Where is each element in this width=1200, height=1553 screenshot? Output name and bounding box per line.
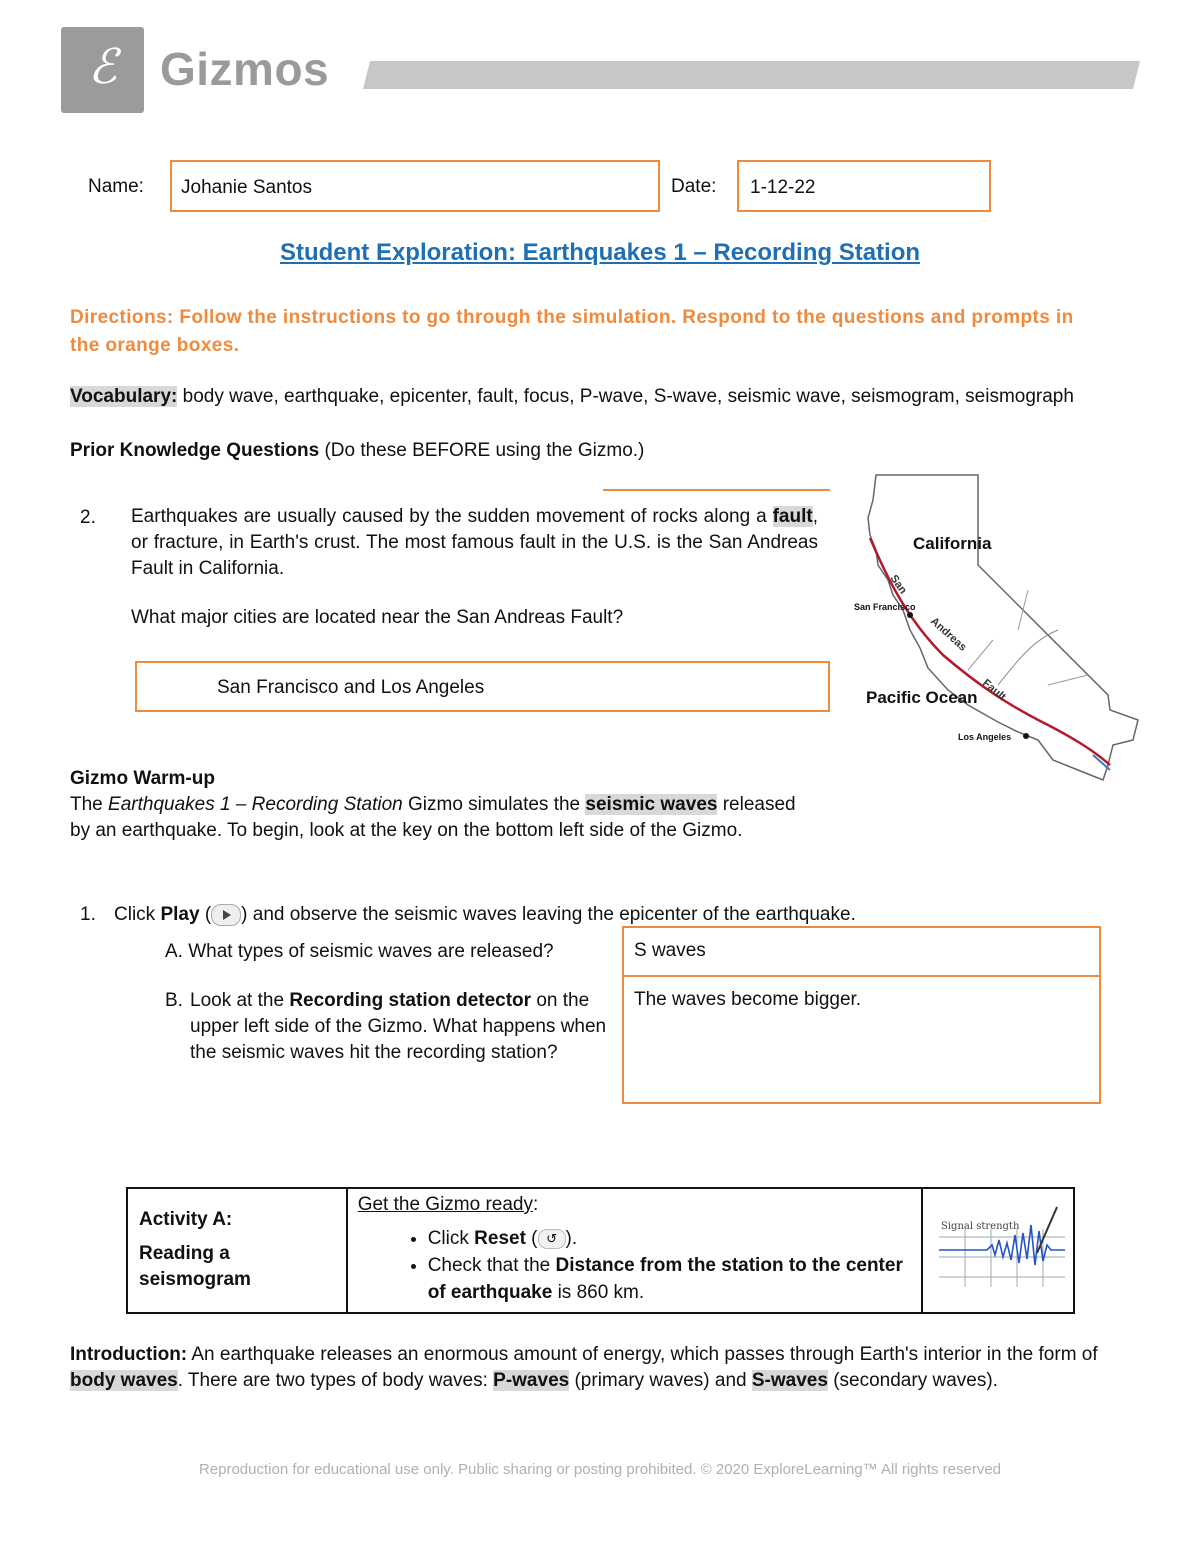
q1b-bold: Recording station detector — [289, 990, 532, 1011]
q2-text-a: Earthquakes are usually caused by the sudden movement of rocks along a — [131, 506, 767, 527]
name-value: Johanie Santos — [181, 177, 312, 198]
map-city-los-angeles: Los Angeles — [958, 732, 1012, 742]
ready-heading: Get the Gizmo ready — [357, 1194, 533, 1215]
date-field[interactable] — [737, 160, 991, 212]
q2-answer-box[interactable] — [135, 661, 830, 712]
gizmos-brand: Gizmos — [160, 43, 330, 95]
map-state-label: California — [913, 534, 992, 553]
play-icon[interactable] — [211, 904, 241, 926]
warmup-text — [70, 792, 820, 844]
bullet1-text-b: ). — [565, 1228, 578, 1249]
ready-list — [358, 1225, 911, 1306]
bullet2-bold: Distance from the station to the center of earthquake — [427, 1255, 903, 1303]
warmup-keyword: seismic waves — [585, 794, 718, 815]
directions: Directions: Follow the instructions to go through the simulation. Respond to the questions and prompts in the orange boxes. — [70, 307, 1074, 356]
q1b-answer: The waves become bigger. — [634, 989, 862, 1010]
q1-play-label: Play — [160, 904, 200, 925]
footer: Reproduction for educational use only. Public sharing or posting prohibited. © 2020 ExploreLearning™ All rights reserved — [198, 1461, 1002, 1478]
warmup-text-c: released by an earthquake. To begin, look at the key on the bottom left side of the Gizmo. — [70, 794, 796, 841]
vocabulary — [70, 384, 1130, 410]
thumb-label: Signal strength — [941, 1221, 1020, 1232]
q1-text-b: ) and observe the seismic waves leaving the epicenter of the earthquake. — [241, 904, 856, 925]
activity-ready-cell: Get the Gizmo ready: • Click Reset ( ↺ ). • Check that the Distance from the station to the center of earthquake is 860 km. — [347, 1188, 922, 1313]
bullet1-text-a: Click — [427, 1228, 469, 1249]
reset-icon[interactable]: ↺ — [538, 1229, 566, 1249]
map-fault-word-1: San — [887, 572, 909, 597]
intro-text-a: An earthquake releases an enormous amount of energy, which passes through Earth's interior in the form of — [191, 1344, 1098, 1365]
california-map — [848, 470, 1148, 785]
ready-bullet-reset: • Click Reset ( ↺ ). — [428, 1225, 911, 1252]
ready-bullet-distance — [428, 1252, 911, 1306]
map-city-san-francisco: San Francisco — [854, 602, 916, 612]
intro-keyword-p-waves: P-waves — [493, 1370, 570, 1391]
prior-knowledge-note: (Do these BEFORE using the Gizmo.) — [324, 440, 645, 461]
header-bar — [363, 61, 1140, 89]
prior-knowledge-heading — [70, 438, 1130, 464]
bullet1-bold: Reset — [474, 1228, 526, 1249]
bullet2-text-a: Check that the — [427, 1255, 551, 1276]
seismogram-thumbnail — [937, 1195, 1067, 1291]
warmup-heading: Gizmo Warm-up — [70, 768, 215, 789]
q1-text: Click Play ( ) and observe the seismic waves leaving the epicenter of the earthquake. — [114, 904, 856, 925]
q1b-text-b: on the upper left side of the Gizmo. What happens when the seismic waves hit the recording station? — [190, 990, 607, 1063]
intro-text-d: (secondary waves). — [833, 1370, 998, 1391]
q1a-label: A. — [165, 941, 183, 962]
q1-text-a: Click — [114, 904, 156, 925]
gizmos-logo-mark — [61, 27, 144, 113]
logo-glyph: ℰ — [87, 39, 118, 95]
map-ocean-label: Pacific Ocean — [866, 688, 978, 707]
activity-title-cell — [127, 1188, 347, 1313]
q1b-question — [190, 988, 615, 1066]
q1-number: 1. — [80, 904, 96, 925]
vocabulary-terms: body wave, earthquake, epicenter, fault, focus, P-wave, S-wave, seismic wave, seismogram, seismograph — [182, 386, 1074, 407]
q1a-text: What types of seismic waves are released? — [188, 941, 554, 962]
map-fault-word-3: Fault — [980, 677, 1008, 704]
q1a-question — [165, 939, 554, 965]
q2-keyword-fault: fault — [772, 506, 813, 527]
q2-text-b: , or fracture, in Earth's crust. The most famous fault in the U.S. is the San Andreas Fault in California. — [131, 506, 818, 579]
activity-subtitle: Reading a seismogram — [139, 1243, 251, 1290]
bullet2-text-b: is 860 km. — [557, 1282, 645, 1303]
date-label: Date: — [671, 176, 717, 197]
introduction — [70, 1342, 1135, 1394]
activity-thumb-cell — [922, 1188, 1074, 1313]
intro-text-b: . There are two types of body waves: — [177, 1370, 488, 1391]
q1b-text-a: Look at the — [190, 990, 285, 1011]
prior-knowledge-label: Prior Knowledge Questions — [70, 440, 320, 461]
warmup-text-a: The — [70, 794, 103, 815]
q1b-answer-box[interactable] — [622, 975, 1101, 1104]
intro-label: Introduction: — [70, 1344, 188, 1365]
name-label: Name: — [88, 176, 144, 197]
q2-text — [131, 504, 818, 582]
q2-question: What major cities are located near the San Andreas Fault? — [131, 607, 624, 628]
q1b-label: B. — [165, 990, 183, 1011]
map-fault-word-2: Andreas — [927, 615, 969, 654]
orange-rule — [603, 489, 830, 491]
intro-keyword-body-waves: body waves — [70, 1370, 178, 1391]
q2-answer: San Francisco and Los Angeles — [217, 677, 485, 698]
intro-keyword-s-waves: S-waves — [751, 1370, 828, 1391]
intro-text-c: (primary waves) and — [574, 1370, 747, 1391]
q2-number: 2. — [80, 507, 96, 528]
activity-title: Activity A: — [139, 1209, 233, 1230]
vocabulary-label: Vocabulary: — [70, 386, 178, 407]
warmup-gizmo-name: Earthquakes 1 – Recording Station — [108, 794, 403, 815]
activity-table — [126, 1187, 1075, 1314]
date-value: 1-12-22 — [750, 177, 816, 198]
name-field[interactable] — [170, 160, 660, 212]
q1a-answer: S waves — [634, 940, 706, 961]
q1a-answer-box[interactable] — [622, 926, 1101, 977]
warmup-text-b: Gizmo simulates the — [408, 794, 581, 815]
page-title: Student Exploration: Earthquakes 1 – Recording Station — [279, 239, 921, 266]
